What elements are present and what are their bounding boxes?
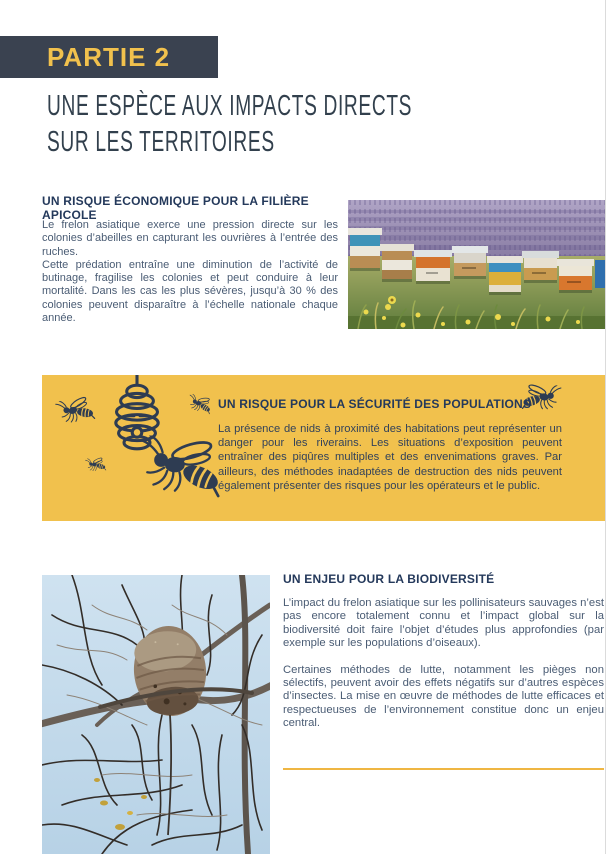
part-label: PARTIE 2 <box>47 41 171 72</box>
page-edge-line <box>605 0 606 854</box>
hornet-icon <box>53 392 100 432</box>
apiary-photo <box>348 200 605 329</box>
hornet-icon <box>186 393 215 416</box>
page-title <box>47 88 412 160</box>
apiculture-paragraph-2: Cette prédation entraîne une diminution de l’activité de butinage, fragilise les colonies et peut conduire à leur mortalité. Dans les cas les plus sévères, jusqu’à 30 % des colonies peuvent disparaître à l’échelle nationale chaque année. <box>42 258 338 325</box>
hornet-icon <box>84 455 109 476</box>
section-heading-biodiversity: UN ENJEU POUR LA BIODIVERSITÉ <box>283 572 495 586</box>
nest-photo <box>42 575 270 854</box>
part-banner <box>0 36 218 78</box>
apiculture-paragraph-1: Le frelon asiatique exerce une pression directe sur les colonies d’abeilles en capturant les ouvrières à l’entrée des ruches. <box>42 219 338 258</box>
section-heading-apiculture: UN RISQUE ÉCONOMIQUE POUR LA FILIÈRE APICOLE <box>42 194 309 222</box>
section-divider-rule <box>283 768 604 770</box>
section-heading-safety: UN RISQUE POUR LA SÉCURITÉ DES POPULATIONS <box>218 397 532 411</box>
section-body-apiculture <box>42 219 338 325</box>
section-body-biodiversity <box>283 597 604 731</box>
safety-paragraph-1: La présence de nids à proximité des habitations peut représenter un danger pour les riverains. Les situations d’exposition peuvent entraîner des piqûres multiples et des envenimations graves. Par ailleurs, des méthodes inadaptées de destruction des nids peuvent également présenter des risques pour les opérateurs et le public. <box>218 423 562 492</box>
biodiversity-paragraph-1: L’impact du frelon asiatique sur les pollinisateurs sauvages n’est pas encore totalement connu et l’impact global sur la biodiversité doit faire l’objet d’études plus approfondies (par exemple sur les populations d’oiseaux). <box>283 597 604 650</box>
hornet-icon <box>135 435 227 505</box>
safety-callout-box <box>42 375 605 521</box>
section-body-safety <box>218 422 562 493</box>
biodiversity-paragraph-2: Certaines méthodes de lutte, notamment les pièges non sélectifs, peuvent avoir des effets négatifs sur d’autres espèces d’insectes. La mise en œuvre de méthodes de lutte efficaces et respectueuses de l’environnement constitue donc un enjeu central. <box>283 663 604 730</box>
page-title-line-2: SUR LES TERRITOIRES <box>47 126 275 158</box>
page-title-line-1: UNE ESPÈCE AUX IMPACTS DIRECTS <box>47 90 413 122</box>
